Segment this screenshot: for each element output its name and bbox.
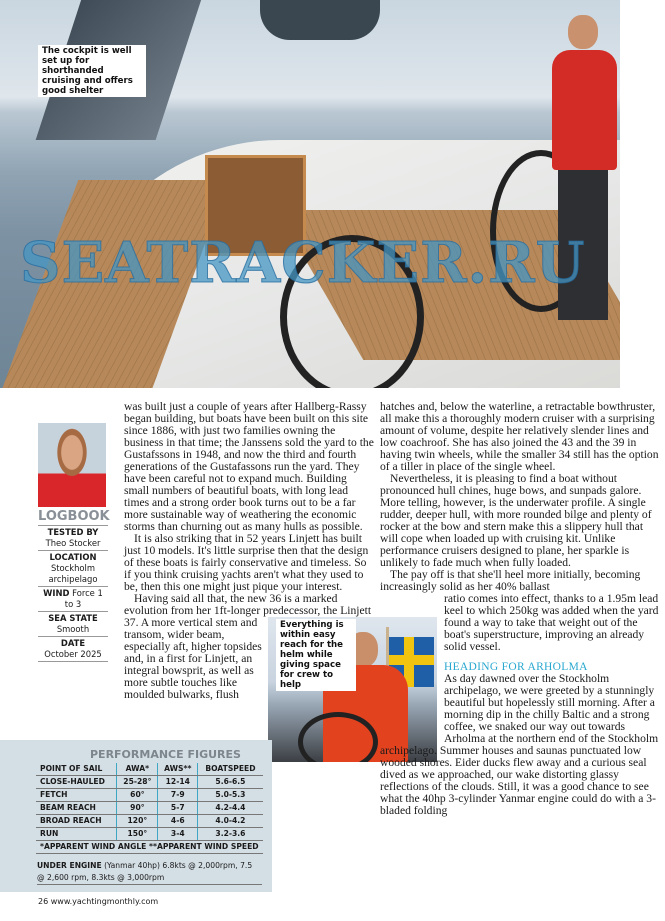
page-footer [38, 897, 158, 906]
section-heading: HEADING FOR ARHOLMA [444, 661, 588, 673]
cell: 3-4 [158, 828, 198, 841]
boom-cover-shape [260, 0, 380, 40]
main-photo-caption: The cockpit is well set up for shorthanded cruising and offers good shelter [38, 45, 146, 97]
logbook-title: LOGBOOK [38, 509, 110, 524]
page-number: 26 [38, 897, 49, 906]
cell: 90° [117, 802, 158, 815]
cell: BROAD REACH [36, 815, 117, 828]
cell: 150° [117, 828, 158, 841]
article-paragraph: hatches and, below the waterline, a retractable bowthruster, all make this a thoroughly modern cruiser with a surprising amount of volume, despite her relatively slender lines and low coachroof. She has also joined the 43 and the 39 in having twin wheels, while the smaller 34 still has the option of a tiller in place of the single wheel. [380, 400, 659, 473]
table-row [36, 815, 263, 828]
table-row [36, 828, 263, 841]
performance-footnote: *APPARENT WIND ANGLE **APPARENT WIND SPEED [36, 841, 263, 854]
cell: 4-6 [158, 815, 198, 828]
cell: 5.6-6.5 [198, 776, 263, 789]
inset-photo-caption: Everything is within easy reach for the helm while giving space for crew to help [276, 619, 356, 691]
performance-figures-panel [0, 740, 272, 892]
article-paragraph: Nevertheless, it is pleasing to find a boat without pronounced hull chines, huge bows, and sunpads galore. More telling, however, is the underwater profile. A single rudder, deeper hull, with more rounded bilge and plenty of rocker at the bow and stern make this a slippery hull that will cope when loaded up with cruising kit. Unlike performance cruisers designed to plane, her sparkle is unlikely to fade much when fully loaded. [380, 472, 652, 569]
performance-table [36, 763, 263, 854]
header-point-of-sail: POINT OF SAIL [36, 763, 117, 776]
cell: 60° [117, 789, 158, 802]
logbook-panel [38, 423, 108, 662]
table-row [36, 789, 263, 802]
author-portrait [38, 423, 106, 507]
engine-label: UNDER ENGINE [37, 861, 102, 870]
cell: 5-7 [158, 802, 198, 815]
cell: 120° [117, 815, 158, 828]
cell: 5.0-5.3 [198, 789, 263, 802]
cell: 25-28° [117, 776, 158, 789]
cell: RUN [36, 828, 117, 841]
main-photo-cockpit [0, 0, 620, 388]
table-header-row [36, 763, 263, 776]
cell: FETCH [36, 789, 117, 802]
logbook-label-wind: WIND [43, 588, 70, 598]
logbook-label-location: LOCATION [49, 552, 97, 562]
cell: 3.2-3.6 [198, 828, 263, 841]
article-paragraph: ratio comes into effect, thanks to a 1.95m lead keel to which 250kg was added when the yard found a way to take that weight out of the boat's superstructure, improving an already solid vessel. [444, 592, 659, 653]
engine-text: (Yanmar 40hp) 6.8kts @ 2,000rpm, 7.5 @ 2,600 rpm, 8.3kts @ 3,000rpm [37, 861, 253, 882]
logbook-value-date: October 2025 [44, 649, 102, 659]
logbook-value-sea-state: Smooth [56, 624, 90, 634]
article-paragraph: The pay off is that she'll heel more initially, becoming increasingly solid as her 40% ballast [380, 568, 641, 593]
cell: CLOSE-HAULED [36, 776, 117, 789]
header-awa: AWA* [117, 763, 158, 776]
table-row [36, 802, 263, 815]
article-column-3 [380, 401, 662, 817]
logbook-label-sea-state: SEA STATE [48, 613, 98, 623]
cell: 4.2-4.4 [198, 802, 263, 815]
website-link[interactable]: www.yachtingmonthly.com [50, 897, 159, 906]
performance-title: PERFORMANCE FIGURES [90, 748, 241, 761]
engine-performance [37, 860, 262, 885]
logbook-value-location: Stockholm archipelago [48, 563, 98, 584]
article-paragraph: As day dawned over the Stockholm archipelago, we were greeted by a stunningly beautiful but hopelessly still morning. After a morning dip in the chilly Baltic and a strong coffee, we snaked our way out towards Arholma at the northern end of the Stockholm [444, 672, 659, 745]
logbook-value-tested-by: Theo Stocker [45, 538, 101, 548]
article-paragraph: archipelago. Summer houses and saunas punctuated low wooded shores. Eider ducks flew away and a curious seal dived as we approached, our wake distorting glassy reflections of the clouds. Still, it was a good chance to see what the 40hp 3-cylinder Yanmar engine could do with a 3-bladed folding [380, 744, 656, 817]
header-aws: AWS** [158, 763, 198, 776]
article-paragraph: Having said all that, the new 36 is a marked evolution from her 1ft-longer predecessor, the Linjett [124, 592, 372, 617]
cell: 4.0-4.2 [198, 815, 263, 828]
cell: 7-9 [158, 789, 198, 802]
cell: 12-14 [158, 776, 198, 789]
article-paragraph: 37. A more vertical stem and transom, wider beam, especially aft, higher topsides and, in a first for Linjett, an integral bowsprit, as well as more subtle touches like moulded bulwarks, flush [124, 616, 262, 701]
logbook-label-tested-by: TESTED BY [47, 527, 99, 537]
table-row [36, 776, 263, 789]
watermark: SEATRACKER.RU [20, 230, 586, 296]
logbook-value-wind: Force 1 to 3 [64, 588, 103, 609]
article-paragraph: was built just a couple of years after Hallberg-Rassy began building, but boats have been built on this site since 1886, with just two families owning the business in that time; the Janssens sold the yard to the Gustafssons in 1948, and now the third and fourth generations of the Gustafassons run the yard. They have been careful not to expand much. Building small numbers of beautiful boats, with long lead times and a strong order book turns out to be a far more sustainable way of weathering the economic storms than churning out as many hulls as possible. [124, 400, 374, 533]
cell: BEAM REACH [36, 802, 117, 815]
header-boatspeed: BOATSPEED [198, 763, 263, 776]
logbook-label-date: DATE [60, 638, 86, 648]
article-paragraph: It is also striking that in 52 years Linjett has built just 10 models. It's little surprise then that the design of these boats is fairly conservative and timeless. So if you think cruising yachts aren't what they used to be, then this one might just pique your interest. [124, 532, 369, 593]
